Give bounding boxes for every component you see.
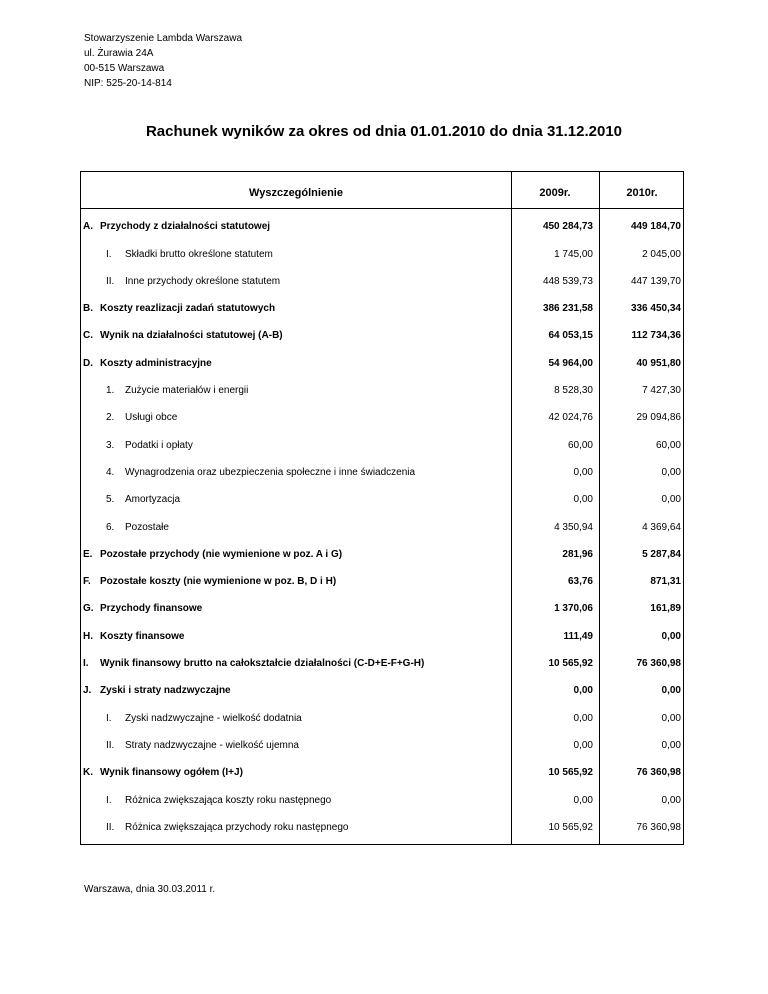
row-label: Różnica zwiększająca koszty roku następnego	[125, 794, 332, 806]
table-row	[81, 399, 683, 426]
row-marker: 4.	[106, 466, 115, 478]
row-label: Zużycie materiałów i energii	[125, 385, 249, 397]
table-row	[81, 727, 683, 754]
table-row	[81, 590, 683, 617]
row-marker: D.	[83, 357, 93, 369]
value-2009: 0,00	[573, 685, 593, 697]
value-2010: 0,00	[661, 466, 681, 478]
header-year-2010: 2010r.	[626, 187, 658, 199]
org-street: ul. Żurawia 24A	[84, 48, 154, 59]
value-2009: 1 370,06	[554, 603, 593, 615]
table-row	[81, 536, 683, 563]
value-2010: 4 369,64	[642, 521, 681, 533]
value-2010: 76 360,98	[636, 767, 681, 779]
row-marker: A.	[83, 221, 93, 233]
value-2010: 0,00	[661, 739, 681, 751]
row-label: Koszty reazlizacji zadań statutowych	[100, 303, 276, 315]
row-label: Wynik finansowy ogółem (I+J)	[100, 767, 243, 779]
row-marker: J.	[83, 685, 92, 697]
header-year-2009: 2009r.	[539, 187, 571, 199]
table-row	[81, 781, 683, 808]
value-2009: 10 565,92	[548, 658, 593, 670]
row-label: Amortyzacja	[125, 494, 181, 506]
value-2010: 5 287,84	[642, 548, 681, 560]
value-2009: 8 528,30	[554, 385, 593, 397]
table-row	[81, 345, 683, 372]
table-row	[81, 290, 683, 317]
value-2009: 0,00	[573, 712, 593, 724]
row-marker: II.	[106, 739, 115, 751]
row-marker: I.	[106, 712, 112, 724]
value-2009: 111,49	[563, 630, 593, 642]
row-label: Wynagrodzenia oraz ubezpieczenia społeczne i inne świadczenia	[125, 466, 416, 478]
value-2009: 54 964,00	[548, 357, 593, 369]
row-marker: K.	[83, 767, 93, 779]
value-2009: 63,76	[567, 576, 593, 588]
value-2010: 449 184,70	[630, 221, 681, 233]
income-statement-table	[80, 171, 684, 845]
row-marker: II.	[106, 821, 115, 833]
table-row	[81, 809, 683, 836]
row-label: Pozostałe przychody (nie wymienione w poz. A i G)	[100, 548, 343, 560]
row-marker: 6.	[106, 521, 115, 533]
table-row	[81, 263, 683, 290]
table-row	[81, 645, 683, 672]
org-name: Stowarzyszenie Lambda Warszawa	[84, 33, 243, 44]
row-marker: 5.	[106, 494, 115, 506]
value-2010: 76 360,98	[636, 821, 681, 833]
value-2010: 871,31	[650, 576, 681, 588]
table-row	[81, 508, 683, 535]
table-row	[81, 699, 683, 726]
table-row	[81, 426, 683, 453]
value-2009: 10 565,92	[548, 767, 593, 779]
row-marker: B.	[83, 303, 93, 315]
row-label: Koszty finansowe	[100, 630, 185, 642]
row-label: Przychody z działalności statutowej	[100, 221, 271, 233]
value-2010: 447 139,70	[630, 275, 681, 287]
table-row	[81, 672, 683, 699]
table-row	[81, 208, 683, 235]
table-row	[81, 317, 683, 344]
value-2010: 2 045,00	[642, 248, 681, 260]
value-2010: 60,00	[655, 439, 681, 451]
value-2009: 0,00	[573, 739, 593, 751]
row-label: Straty nadzwyczajne - wielkość ujemna	[125, 739, 299, 751]
row-marker: I.	[106, 794, 112, 806]
table-row	[81, 372, 683, 399]
value-2009: 450 284,73	[542, 221, 593, 233]
value-2009: 10 565,92	[548, 821, 593, 833]
value-2009: 0,00	[573, 466, 593, 478]
organization-header	[84, 31, 242, 91]
row-marker: 1.	[106, 385, 115, 397]
value-2010: 0,00	[661, 630, 681, 642]
footer-date: Warszawa, dnia 30.03.2011 r.	[84, 884, 216, 895]
value-2009: 386 231,58	[542, 303, 593, 315]
value-2009: 60,00	[567, 439, 593, 451]
value-2009: 1 745,00	[554, 248, 593, 260]
org-nip: NIP: 525-20-14-814	[84, 78, 172, 89]
value-2010: 40 951,80	[636, 357, 681, 369]
value-2010: 0,00	[661, 685, 681, 697]
value-2010: 336 450,34	[630, 303, 681, 315]
row-label: Różnica zwiększająca przychody roku następnego	[125, 821, 349, 833]
row-label: Pozostałe koszty (nie wymienione w poz. B, D i H)	[100, 576, 337, 588]
row-label: Składki brutto określone statutem	[125, 248, 273, 260]
header-label: Wyszczególnienie	[249, 187, 343, 199]
value-2010: 0,00	[661, 794, 681, 806]
value-2009: 281,96	[562, 548, 593, 560]
row-marker: G.	[83, 603, 94, 615]
row-marker: C.	[83, 330, 93, 342]
value-2009: 0,00	[573, 494, 593, 506]
row-label: Inne przychody określone statutem	[125, 275, 281, 287]
row-marker: E.	[83, 548, 93, 560]
table-row	[81, 563, 683, 590]
table-row	[81, 235, 683, 262]
row-marker: II.	[106, 275, 115, 287]
row-marker: I.	[83, 658, 89, 670]
table-row	[81, 454, 683, 481]
table-row	[81, 618, 683, 645]
value-2010: 29 094,86	[636, 412, 681, 424]
value-2009: 42 024,76	[548, 412, 593, 424]
row-label: Zyski i straty nadzwyczajne	[100, 685, 231, 697]
row-label: Zyski nadzwyczajne - wielkość dodatnia	[125, 712, 302, 724]
row-marker: H.	[83, 630, 93, 642]
table-row	[81, 754, 683, 781]
value-2010: 76 360,98	[636, 658, 681, 670]
row-marker: I.	[106, 248, 112, 260]
value-2009: 0,00	[573, 794, 593, 806]
value-2010: 0,00	[661, 494, 681, 506]
page-title: Rachunek wyników za okres od dnia 01.01.2010 do dnia 31.12.2010	[145, 123, 623, 140]
row-marker: 2.	[106, 412, 115, 424]
org-city: 00-515 Warszawa	[84, 63, 165, 74]
value-2010: 161,89	[650, 603, 681, 615]
row-label: Usługi obce	[125, 412, 178, 424]
value-2010: 0,00	[661, 712, 681, 724]
value-2010: 112 734,36	[631, 330, 681, 342]
row-label: Podatki i opłaty	[125, 439, 193, 451]
table-row	[81, 481, 683, 508]
row-label: Wynik na działalności statutowej (A-B)	[100, 330, 283, 342]
value-2009: 448 539,73	[542, 275, 593, 287]
row-label: Przychody finansowe	[100, 603, 203, 615]
row-label: Koszty administracyjne	[100, 357, 212, 369]
row-label: Wynik finansowy brutto na całokształcie działalności (C-D+E-F+G-H)	[100, 658, 425, 670]
row-label: Pozostałe	[125, 521, 169, 533]
row-marker: F.	[83, 576, 91, 588]
value-2009: 4 350,94	[554, 521, 593, 533]
value-2010: 7 427,30	[642, 385, 681, 397]
row-marker: 3.	[106, 439, 115, 451]
value-2009: 64 053,15	[548, 330, 593, 342]
